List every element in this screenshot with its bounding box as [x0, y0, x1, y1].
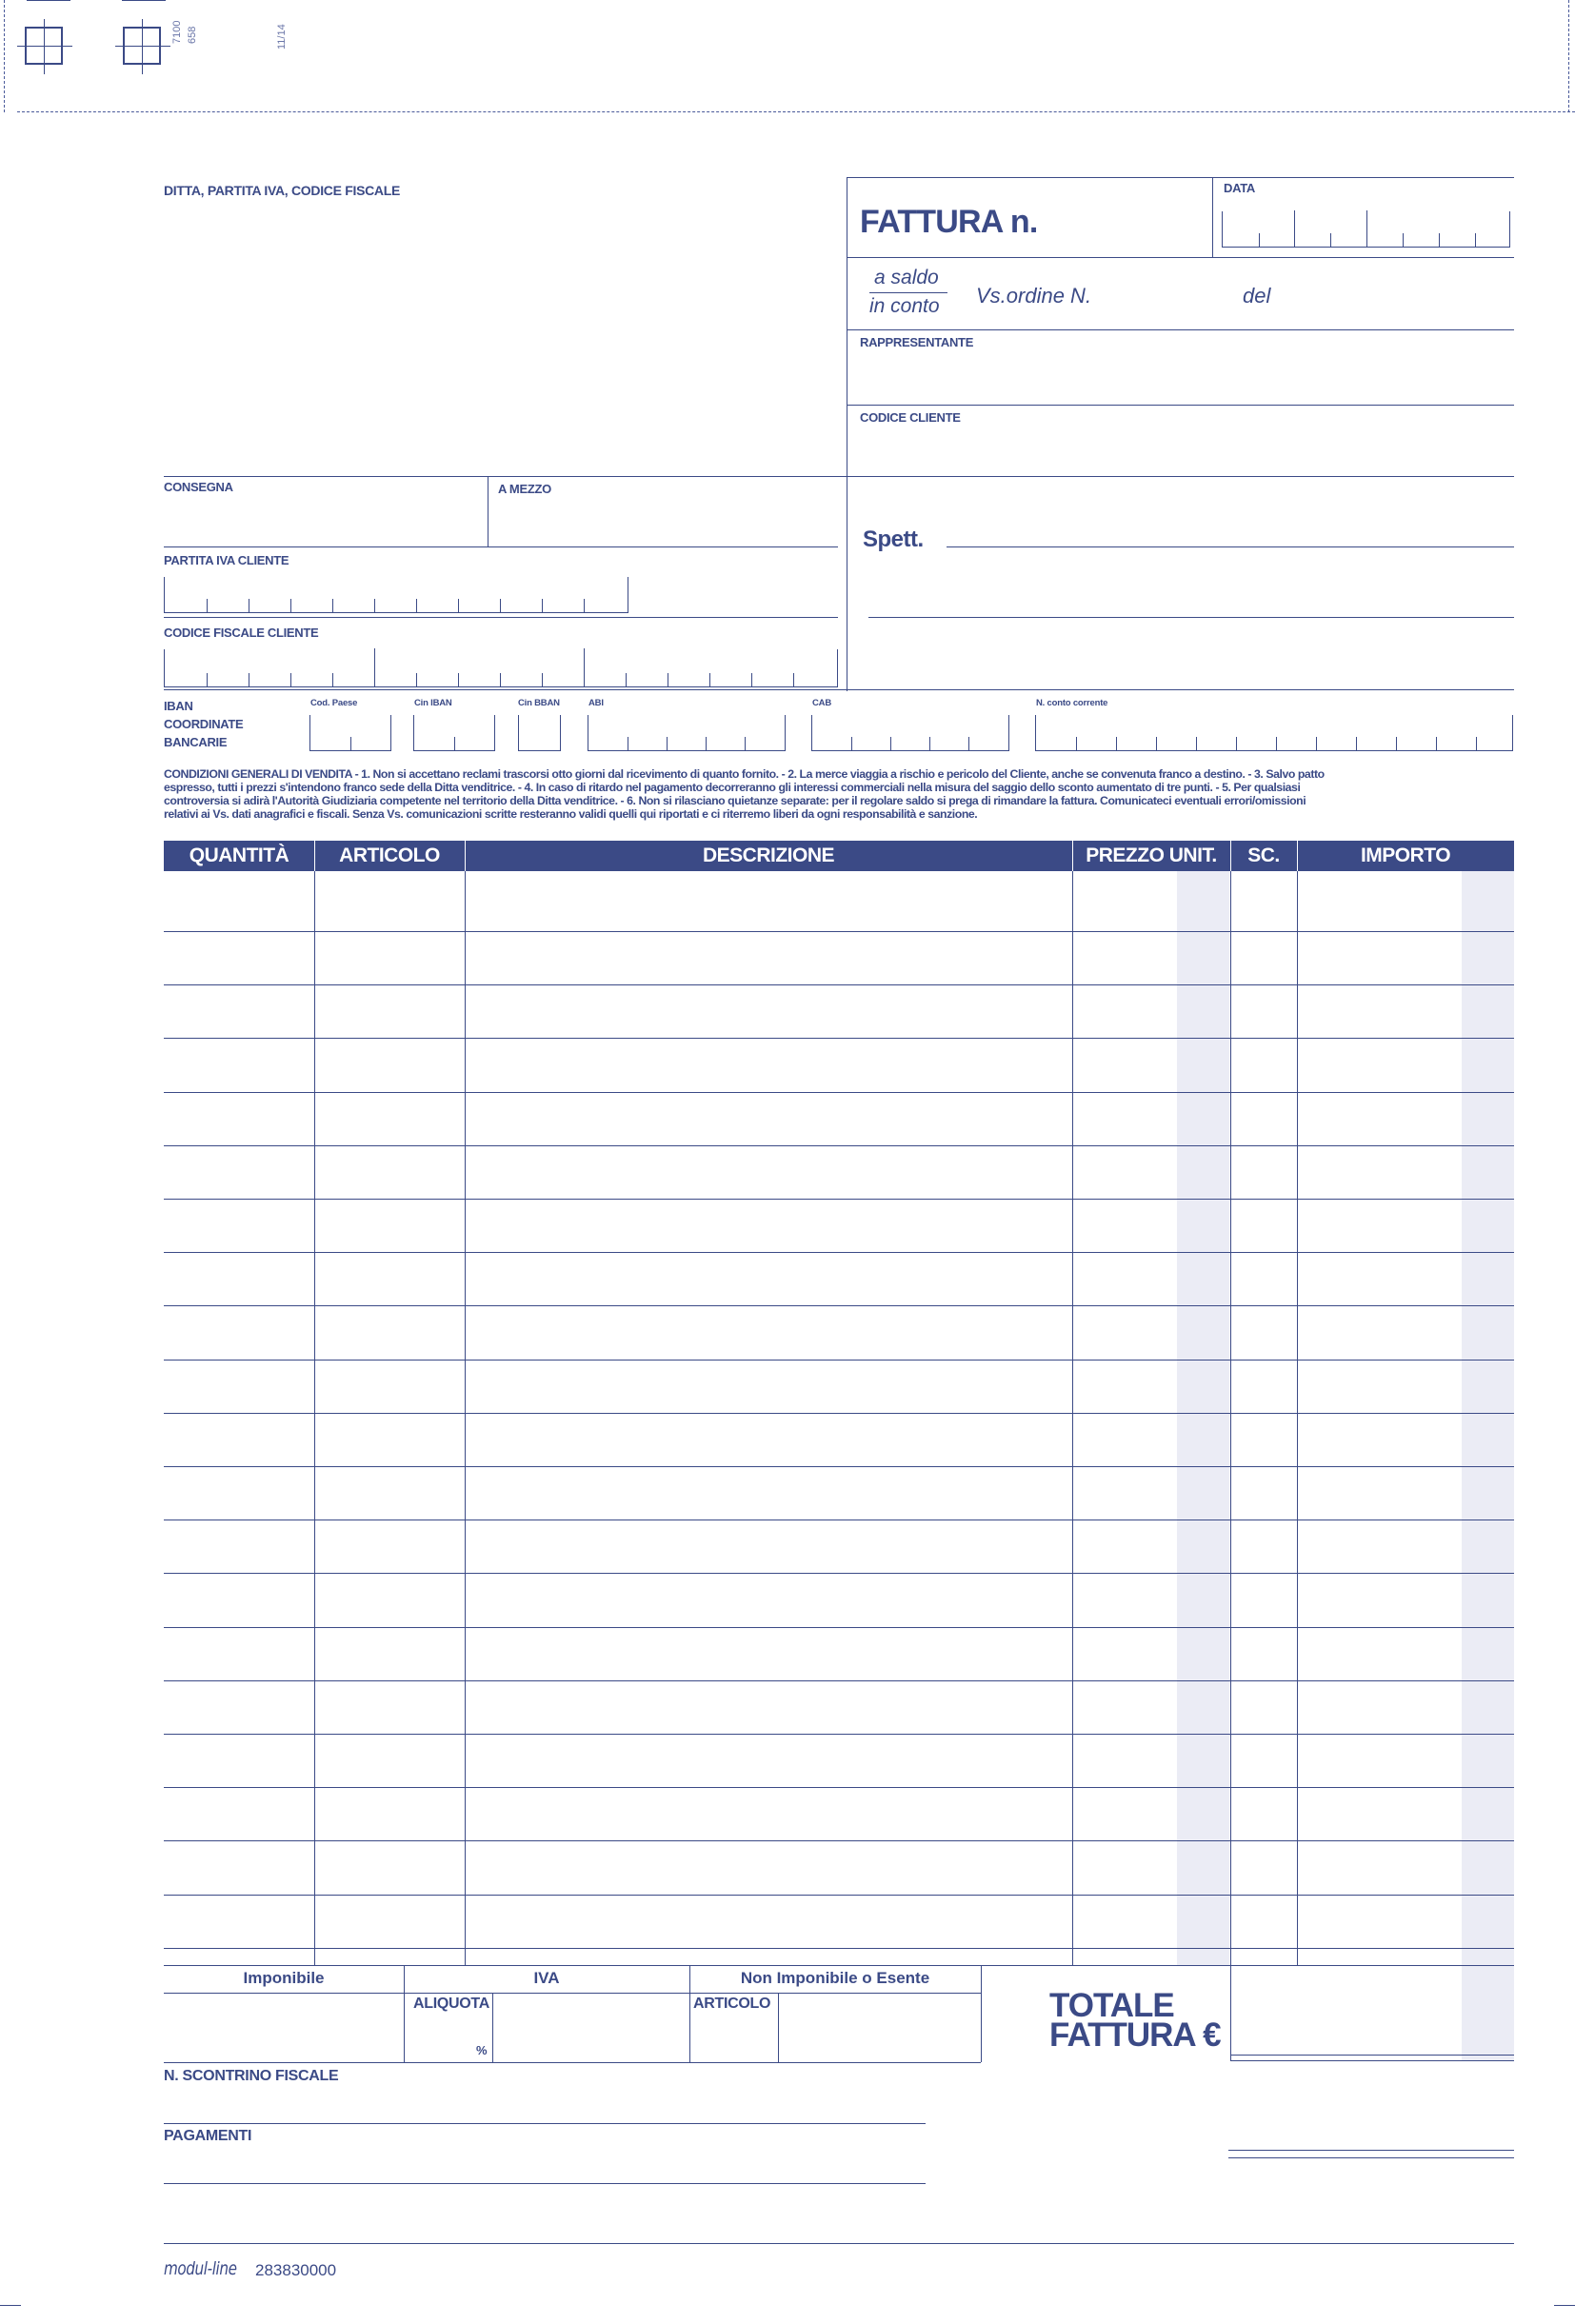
- table-header: [164, 841, 1514, 871]
- saldo-conto-divider: [869, 292, 947, 293]
- coordinate-label: COORDINATE: [164, 717, 244, 731]
- footer-line: [164, 2243, 1514, 2244]
- del-label: del: [1243, 284, 1271, 308]
- partita-iva-line: [164, 617, 838, 618]
- table-row[interactable]: [164, 1466, 1514, 1467]
- table-row[interactable]: [164, 1092, 1514, 1093]
- product-code: 283830000: [255, 2261, 337, 2279]
- percent-label: %: [476, 2043, 488, 2057]
- conditions-line-4: relativi ai Vs. dati anagrafici e fiscali. Senza Vs. comunicazioni scritte resteranno validi quelli qui riportati e ci riterremo liberi da ogni responsabilità e sanzione.: [164, 807, 978, 821]
- signature-line-2: [1228, 2157, 1514, 2158]
- data-boxes[interactable]: [1222, 211, 1510, 248]
- col-articolo: ARTICOLO: [339, 844, 440, 866]
- cin-iban-label: Cin IBAN: [414, 698, 452, 708]
- a-saldo-text: a saldo: [874, 267, 939, 288]
- totals-div-3: [981, 1965, 982, 2062]
- conditions-line-2: espresso, tutti i prezzi s'intendono franco sede della Ditta venditrice. - 4. In caso di ritardo nel pagamento decorreranno gli interessi commerciali nella misura del saggio dello sconto aumentato di tre punti. - 5. Per qualsiasi: [164, 781, 1301, 794]
- vs-ordine-label: Vs.ordine N.: [976, 284, 1092, 308]
- data-label: DATA: [1224, 181, 1255, 195]
- cin-bban-label: Cin BBAN: [518, 698, 560, 708]
- cab-boxes[interactable]: [811, 715, 1009, 751]
- table-row[interactable]: [164, 1734, 1514, 1735]
- totals-bottom-line: [164, 2062, 981, 2063]
- articolo-div: [778, 1993, 779, 2062]
- brand-logo: modul-line: [164, 2258, 237, 2279]
- header-line-1: [847, 257, 1514, 258]
- iva-label: IVA: [533, 1969, 560, 1987]
- conditions-text: [164, 767, 1514, 821]
- scontrino-label: N. SCONTRINO FISCALE: [164, 2068, 339, 2084]
- header-line-3: [847, 405, 1514, 406]
- col-line-articolo: [465, 871, 466, 1966]
- table-row[interactable]: [164, 931, 1514, 932]
- table-row[interactable]: [164, 1199, 1514, 1200]
- cin-iban-boxes[interactable]: [413, 715, 495, 751]
- col-descrizione: DESCRIZIONE: [702, 844, 834, 866]
- codice-fiscale-boxes[interactable]: [164, 649, 838, 687]
- table-row[interactable]: [164, 1680, 1514, 1681]
- imponibile-label: Imponibile: [243, 1969, 325, 1987]
- pagamenti-line: [164, 2183, 926, 2184]
- header-line-2: [847, 329, 1514, 330]
- table-row[interactable]: [164, 1787, 1514, 1788]
- perforation-left: [4, 0, 5, 112]
- cin-bban-box[interactable]: [518, 715, 561, 751]
- col-prezzo-unit: PREZZO UNIT.: [1086, 844, 1217, 866]
- totale-line-1: TOTALE: [1049, 1987, 1174, 2024]
- bancarie-label: BANCARIE: [164, 735, 228, 749]
- signature-line-1: [1228, 2150, 1514, 2151]
- partita-iva-cliente-label: PARTITA IVA CLIENTE: [164, 553, 289, 567]
- conditions-line-3: controversia si adirà l'Autorità Giudiziaria competente nel territorio della Ditta venditrice. - 6. Non si rilasciano quietanze separate: per il regolare saldo si prega di rimandare la fattura. Comunicateci eventuali errori/omissioni: [164, 794, 1306, 807]
- rappresentante-label: RAPPRESENTANTE: [860, 335, 974, 349]
- partita-iva-boxes[interactable]: [164, 577, 628, 613]
- crop-line-top-left: [27, 0, 70, 1]
- table-row[interactable]: [164, 1038, 1514, 1039]
- col-sc: SC.: [1247, 844, 1280, 866]
- client-bottom-line: [164, 689, 847, 690]
- col-line-descrizione: [1072, 871, 1073, 1966]
- spett-line-1: [947, 546, 1514, 547]
- table-row[interactable]: [164, 1145, 1514, 1146]
- abi-label: ABI: [588, 698, 604, 708]
- print-code-c: 11/14: [276, 24, 288, 50]
- table-row[interactable]: [164, 1252, 1514, 1253]
- consegna-bottom-line: [164, 546, 838, 547]
- table-row[interactable]: [164, 1413, 1514, 1414]
- totale-fattura-label: [1049, 1987, 1221, 2054]
- print-code-a: 7100: [171, 20, 183, 44]
- scontrino-line: [164, 2123, 926, 2124]
- col-quantita: QUANTITÀ: [189, 844, 289, 866]
- non-imponibile-label: Non Imponibile o Esente: [740, 1969, 930, 1987]
- codice-cliente-label: CODICE CLIENTE: [860, 410, 961, 425]
- table-row[interactable]: [164, 1948, 1514, 1949]
- a-mezzo-label: A MEZZO: [498, 482, 551, 496]
- col-importo: IMPORTO: [1360, 844, 1451, 866]
- articolo-iva-label: ARTICOLO: [693, 1996, 771, 2012]
- cod-paese-label: Cod. Paese: [310, 698, 358, 708]
- table-row[interactable]: [164, 1360, 1514, 1361]
- registration-mark-right: [123, 27, 161, 65]
- totale-underline-1: [1230, 2055, 1514, 2056]
- col-line-quantita: [314, 871, 315, 1966]
- table-bottom-line: [164, 1965, 1514, 1966]
- client-top-line: [164, 476, 1514, 477]
- bottom-crop-right: [1554, 2305, 1575, 2306]
- print-code-b: 658: [187, 26, 198, 44]
- totals-subheader-line: [164, 1993, 981, 1994]
- spett-label: Spett.: [863, 526, 924, 552]
- totale-underline-2: [1230, 2060, 1514, 2061]
- perforation-right: [1568, 0, 1569, 112]
- in-conto-text: in conto: [869, 295, 940, 317]
- registration-mark-left: [25, 27, 63, 65]
- codice-fiscale-cliente-label: CODICE FISCALE CLIENTE: [164, 626, 319, 640]
- table-row[interactable]: [164, 1895, 1514, 1896]
- aliquota-div: [492, 1993, 493, 2062]
- conto-boxes[interactable]: [1035, 715, 1513, 751]
- fattura-title: FATTURA n.: [860, 204, 1038, 240]
- bottom-crop-left: [0, 2305, 21, 2306]
- ditta-label: DITTA, PARTITA IVA, CODICE FISCALE: [164, 183, 401, 198]
- totale-line-2: FATTURA €: [1049, 2016, 1221, 2054]
- consegna-label: CONSEGNA: [164, 480, 233, 494]
- table-row[interactable]: [164, 1627, 1514, 1628]
- cab-label: CAB: [812, 698, 831, 708]
- header-top-line: [847, 177, 1514, 178]
- iban-label: IBAN: [164, 699, 193, 713]
- cod-paese-boxes[interactable]: [309, 715, 391, 751]
- data-divider: [1212, 177, 1213, 258]
- table-row[interactable]: [164, 1840, 1514, 1841]
- table-row[interactable]: [164, 1305, 1514, 1306]
- abi-boxes[interactable]: [588, 715, 786, 751]
- spett-bottom-line: [847, 689, 1514, 690]
- prezzo-decimal-shade: [1177, 871, 1229, 1966]
- aliquota-label: ALIQUOTA: [413, 1996, 489, 2012]
- perforation-line: [17, 111, 1575, 112]
- spett-line-2: [868, 617, 1514, 618]
- crop-line-top-right: [122, 0, 166, 1]
- pagamenti-label: PAGAMENTI: [164, 2128, 252, 2144]
- conto-label: N. conto corrente: [1036, 698, 1108, 708]
- conditions-line-1: CONDIZIONI GENERALI DI VENDITA - 1. Non si accettano reclami trascorsi otto giorni dal ricevimento di quanto fornito. - 2. La merce viaggia a rischio e pericolo del Cliente, anche se convenuta franco a destino. - 3. Salvo patto: [164, 767, 1325, 781]
- col-line-sc: [1297, 871, 1298, 1966]
- table-row[interactable]: [164, 1573, 1514, 1574]
- table-row[interactable]: [164, 984, 1514, 985]
